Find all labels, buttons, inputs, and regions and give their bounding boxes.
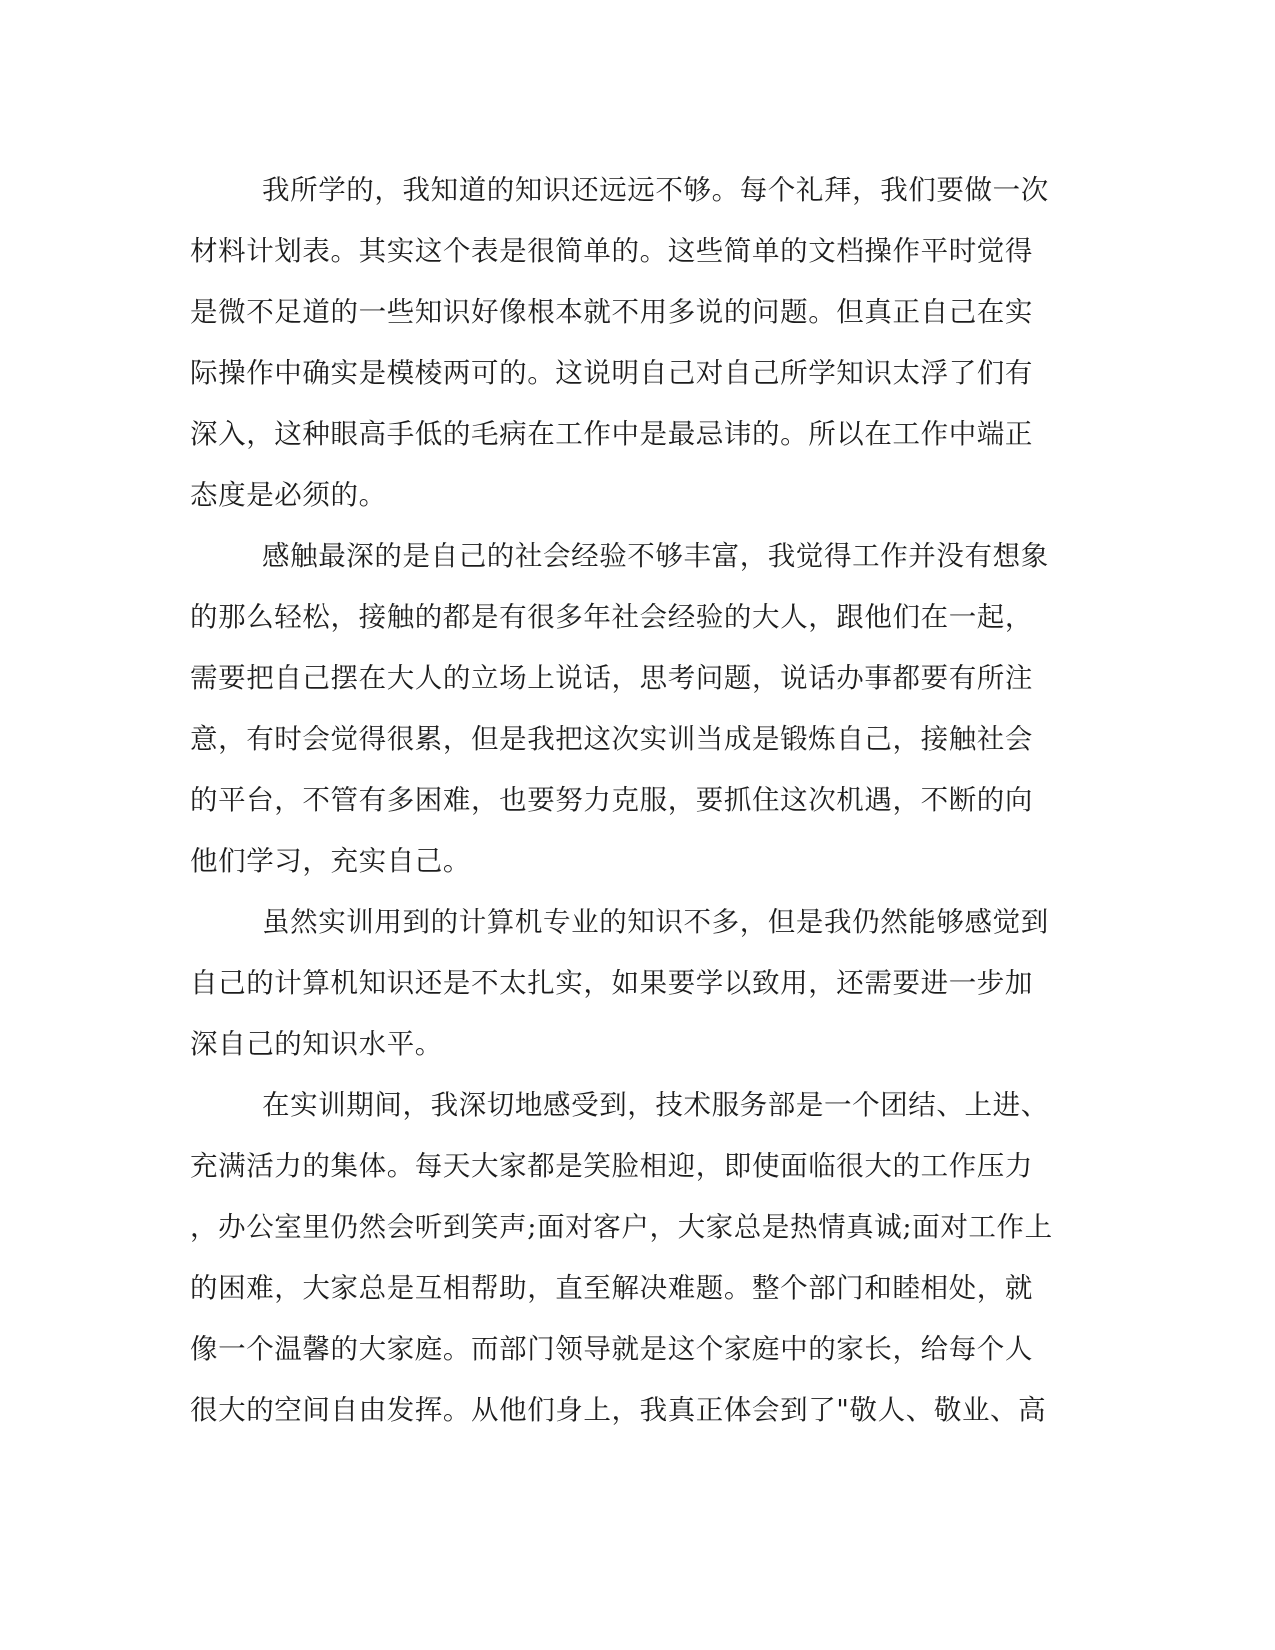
paragraph-4-line-3: ，办公室里仍然会听到笑声;面对客户，大家总是热情真诚;面对工作上	[190, 1211, 1053, 1243]
paragraph-4-line-2: 充满活力的集体。每天大家都是笑脸相迎，即使面临很大的工作压力	[190, 1150, 1033, 1182]
paragraph-3-line-1: 虽然实训用到的计算机专业的知识不多，但是我仍然能够感觉到	[262, 906, 1049, 938]
document-body	[190, 160, 1070, 1441]
paragraph-2-line-2: 的那么轻松，接触的都是有很多年社会经验的大人，跟他们在一起，	[190, 601, 1033, 633]
paragraph-2-line-1: 感触最深的是自己的社会经验不够丰富，我觉得工作并没有想象	[262, 540, 1049, 572]
paragraph-1-line-6: 态度是必须的。	[190, 479, 387, 511]
paragraph-4-line-1: 在实训期间，我深切地感受到，技术服务部是一个团结、上进、	[262, 1089, 1049, 1121]
paragraph-2-line-6: 他们学习，充实自己。	[190, 845, 471, 877]
paragraph-2-line-5: 的平台，不管有多困难，也要努力克服，要抓住这次机遇，不断的向	[190, 784, 1033, 816]
paragraph-1-line-4: 际操作中确实是模棱两可的。这说明自己对自己所学知识太浮了们有	[190, 357, 1033, 389]
paragraph-4-line-4: 的困难，大家总是互相帮助，直至解决难题。整个部门和睦相处，就	[190, 1272, 1033, 1304]
paragraph-3-line-2: 自己的计算机知识还是不太扎实，如果要学以致用，还需要进一步加	[190, 967, 1033, 999]
paragraph-3-line-3: 深自己的知识水平。	[190, 1028, 443, 1060]
paragraph-2-line-3: 需要把自己摆在大人的立场上说话，思考问题，说话办事都要有所注	[190, 662, 1033, 694]
paragraph-1-line-1: 我所学的，我知道的知识还远远不够。每个礼拜，我们要做一次	[262, 174, 1049, 206]
paragraph-4-line-5: 像一个温馨的大家庭。而部门领导就是这个家庭中的家长，给每个人	[190, 1333, 1033, 1365]
paragraph-4-line-6: 很大的空间自由发挥。从他们身上，我真正体会到了"敬人、敬业、高	[190, 1394, 1047, 1426]
paragraph-1-line-5: 深入，这种眼高手低的毛病在工作中是最忌讳的。所以在工作中端正	[190, 418, 1033, 450]
paragraph-2-line-4: 意，有时会觉得很累，但是我把这次实训当成是锻炼自己，接触社会	[190, 723, 1033, 755]
paragraph-1-line-3: 是微不足道的一些知识好像根本就不用多说的问题。但真正自己在实	[190, 296, 1033, 328]
paragraph-1-line-2: 材料计划表。其实这个表是很简单的。这些简单的文档操作平时觉得	[190, 235, 1033, 267]
